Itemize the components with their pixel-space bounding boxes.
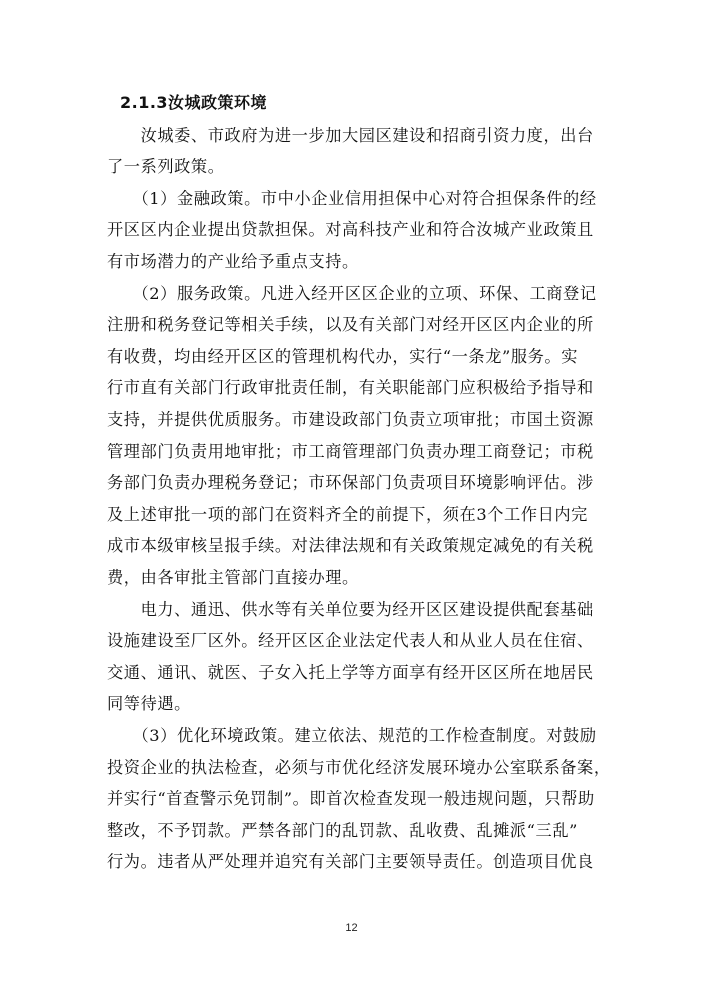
body-line: 汝城委、市政府为进一步加大园区建设和招商引资力度，出台 xyxy=(107,126,594,145)
body-line: 电力、通迅、供水等有关单位要为经开区区建设提供配套基础 xyxy=(107,600,594,619)
section-heading: 2.1.3汝城政策环境 xyxy=(120,93,268,112)
body-line: 整改，不予罚款。严禁各部门的乱罚款、乱收费、乱摊派“三乱” xyxy=(107,821,579,840)
body-line: （2）服务政策。凡进入经开区区企业的立项、环保、工商登记 xyxy=(107,284,597,303)
body-line: 费，由各审批主管部门直接办理。 xyxy=(107,568,359,587)
body-line: 投资企业的执法检查，必须与市优化经济发展环境办公室联系备案， xyxy=(107,758,611,777)
body-line: 交通、通讯、就医、子女入托上学等方面享有经开区区所在地居民 xyxy=(107,663,594,682)
body-line: 同等待遇。 xyxy=(107,694,191,713)
body-line: （1）金融政策。市中小企业信用担保中心对符合担保条件的经 xyxy=(107,189,597,208)
body-line: 设施建设至厂区外。经开区区企业法定代表人和从业人员在住宿、 xyxy=(107,631,594,650)
body-line: 开区区内企业提出贷款担保。对高科技产业和符合汝城产业政策且 xyxy=(107,220,594,239)
body-line: 行市直有关部门行政审批责任制，有关职能部门应积极给予指导和 xyxy=(107,378,594,397)
body-line: 支持，并提供优质服务。市建设政部门负责立项审批；市国土资源 xyxy=(107,410,594,429)
body-line: 有市场潜力的产业给予重点支持。 xyxy=(107,252,359,271)
body-line: 注册和税务登记等相关手续，以及有关部门对经开区区内企业的所 xyxy=(107,315,594,334)
body-line: 管理部门负责用地审批；市工商管理部门负责办理工商登记；市税 xyxy=(107,442,594,461)
body-line: （3）优化环境政策。建立依法、规范的工作检查制度。对鼓励 xyxy=(107,726,597,745)
body-line: 了一系列政策。 xyxy=(107,157,225,176)
body-line: 有收费，均由经开区区的管理机构代办，实行“一条龙”服务。实 xyxy=(107,347,579,366)
body-line: 及上述审批一项的部门在资料齐全的前提下，须在3个工作日内完 xyxy=(107,505,588,524)
body-line: 并实行“首查警示免罚制”。即首次检查发现一般违规问题，只帮助 xyxy=(107,789,595,808)
body-line: 成市本级审核呈报手续。对法律法规和有关政策规定减免的有关税 xyxy=(107,536,594,555)
page-number: 12 xyxy=(345,922,358,934)
body-line: 行为。违者从严处理并追究有关部门主要领导责任。创造项目优良 xyxy=(107,852,594,871)
body-line: 务部门负责办理税务登记；市环保部门负责项目环境影响评估。涉 xyxy=(107,473,594,492)
